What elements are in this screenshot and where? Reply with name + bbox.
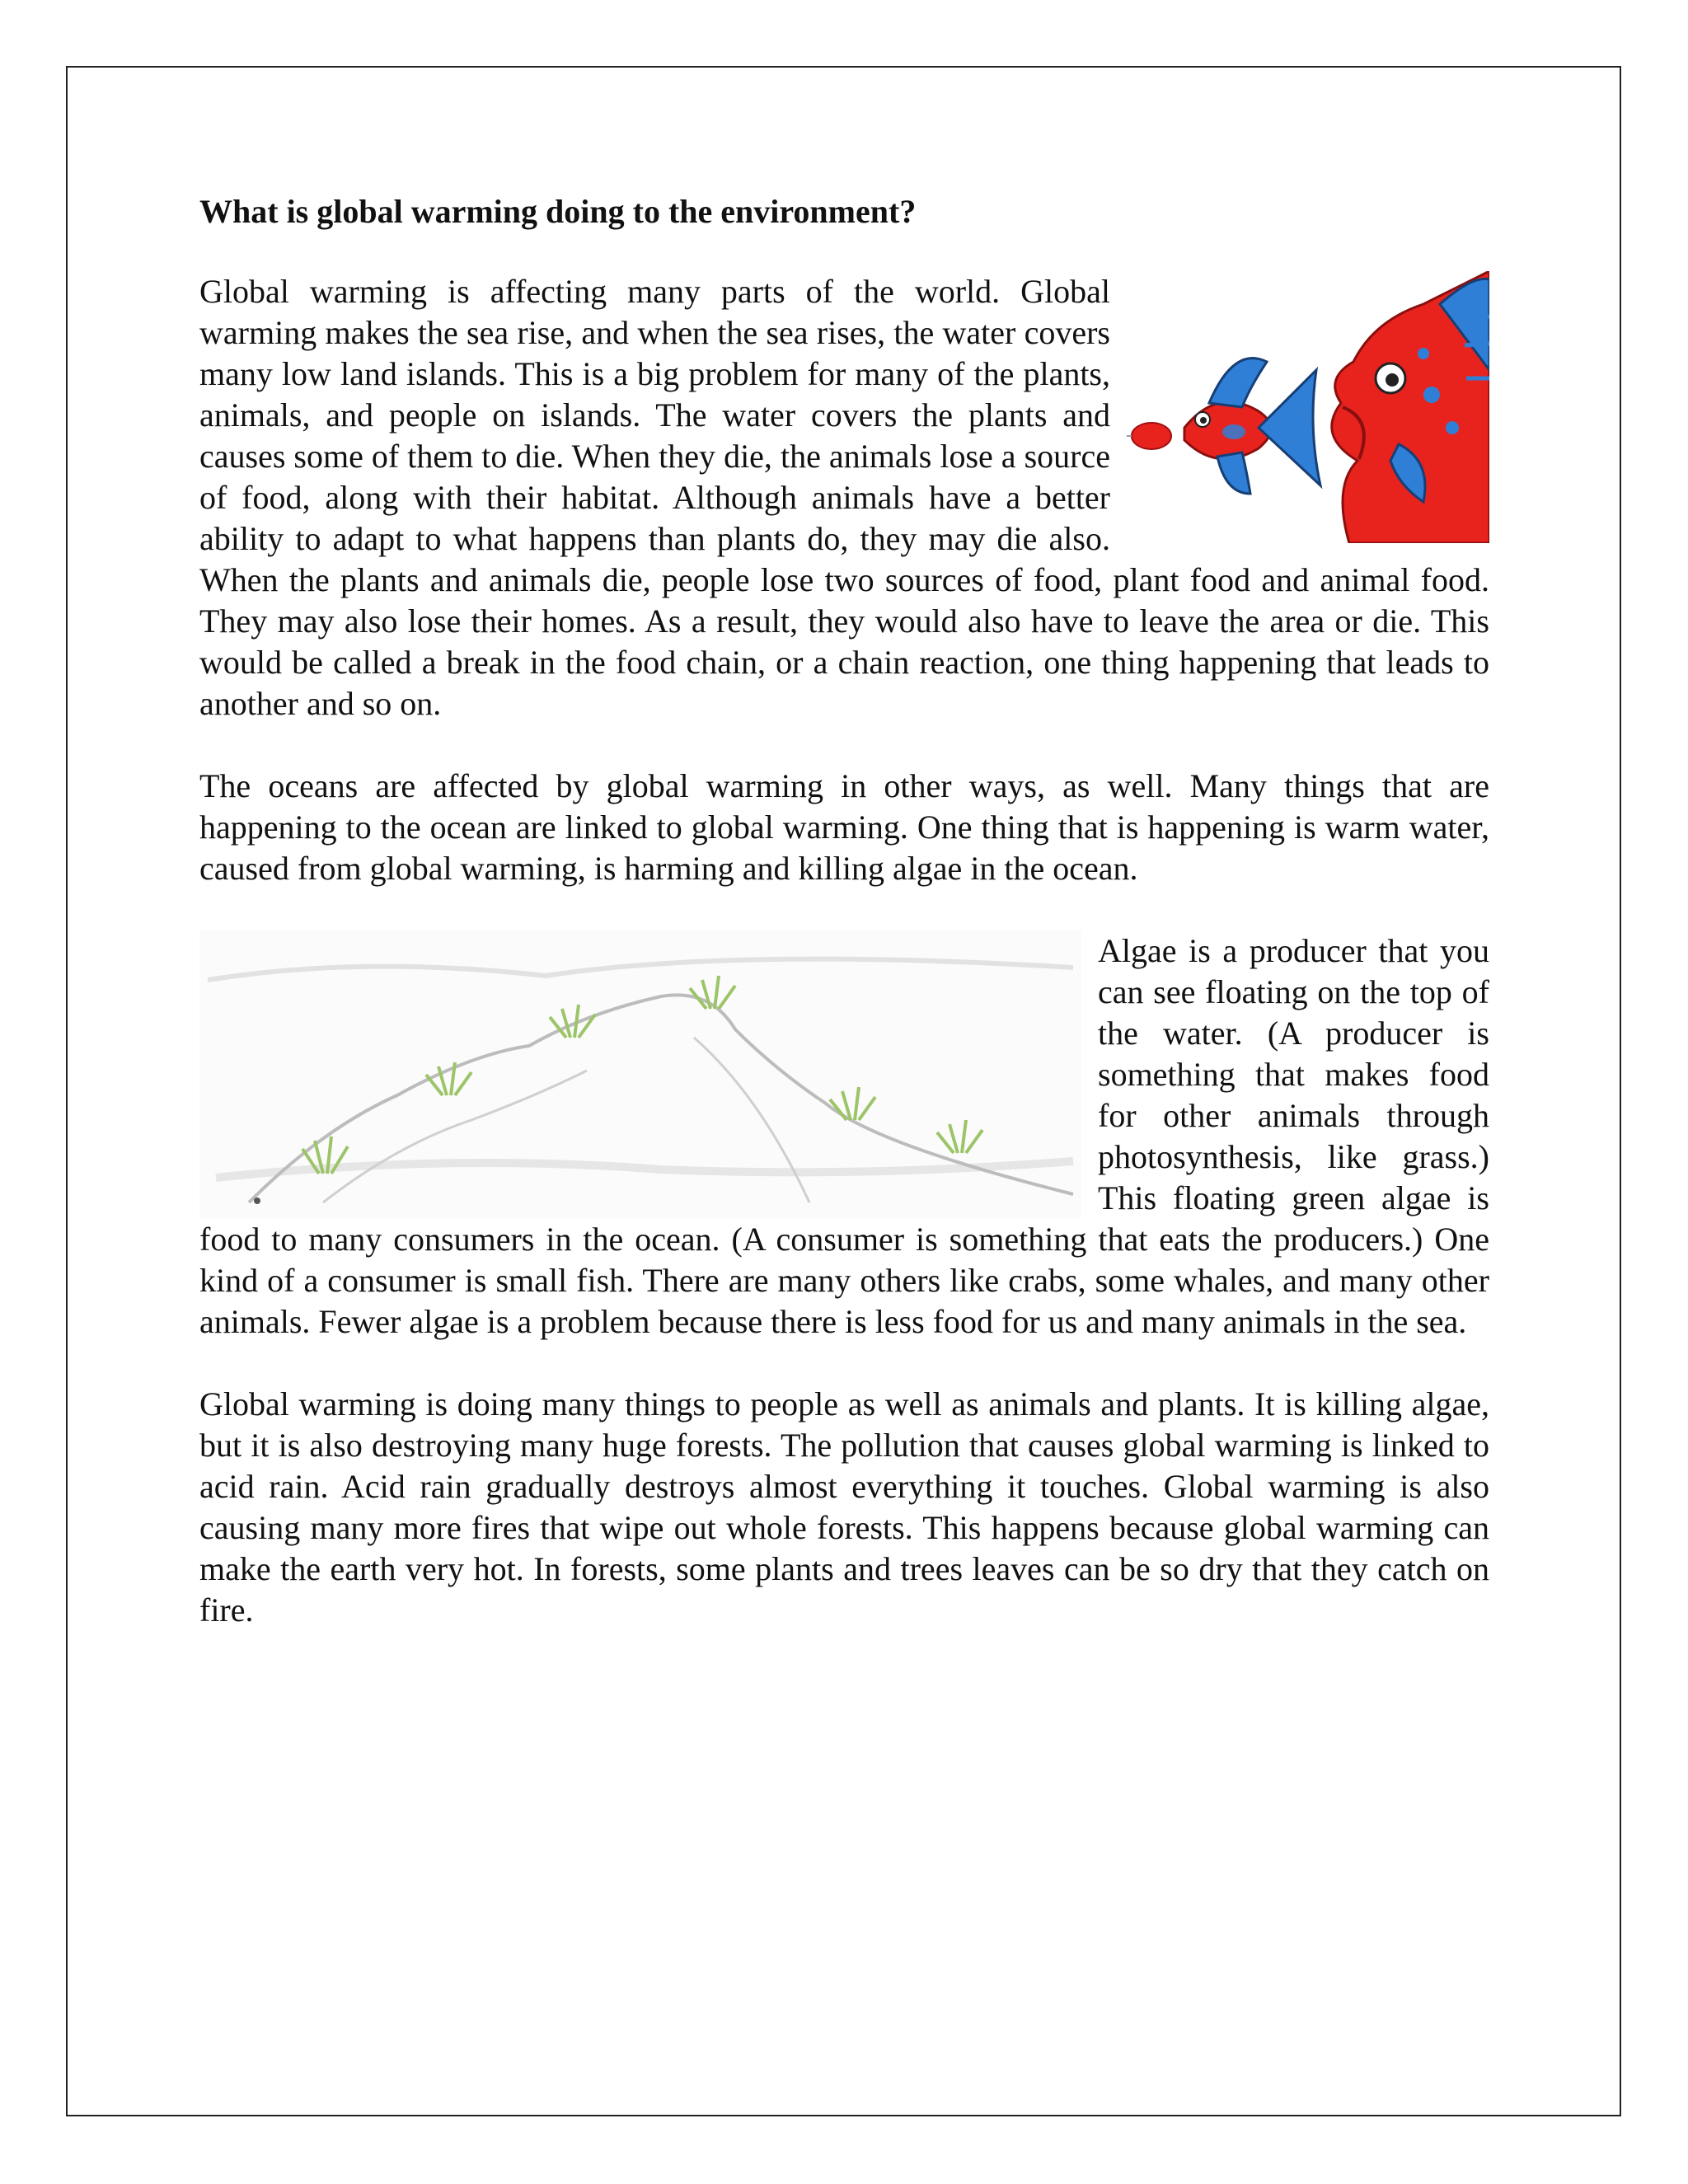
algae-icon: [199, 930, 1081, 1219]
paragraph-3: Algae is a producer that you can see floating on the top of the water. (A producer is something that makes food for other animals through photosynthesis, like grass.) This floating green algae is food to many consumers in the ocean. (A consumer is something that eats the producers.) One kind of a consumer is small fish. There are many others like crabs, some whales, and many other animals. Fewer algae is a problem because there is less food for us and many animals in the sea.: [199, 932, 1489, 1340]
paragraph-4: Global warming is doing many things to people as well as animals and plants. It is killing algae, but it is also destroying many huge forests. The pollution that causes global warming is linked to acid rain. Acid rain gradually destroys almost everything it touches. Global warming is also causing many more fires that wipe out whole forests. This happens because global warming can make the earth very hot. In forests, some plants and trees leaves can be so dry that they catch on fire.: [199, 1385, 1489, 1629]
fish-illustration: [1127, 271, 1489, 543]
fish-icon: [1127, 271, 1489, 543]
paragraph-1: Global warming is affecting many parts of the world. Global warming makes the sea rise, and when the sea rises, the water covers many low land islands. This is a big problem for many of the plants, animals, and people on islands. The water covers the plants and causes some of them to die. When they die, the animals lose a source of food, along with their habitat. Although animals have a better ability to adapt to what happens than plants do, they may die also. When the plants and animals die, people lose two sources of food, plant food and animal food. They may also lose their homes. As a result, they would also have to leave the area or die. This would be called a break in the food chain, or a chain reaction, one thing happening that leads to another and so on.: [199, 273, 1489, 722]
page-title: What is global warming doing to the environment?: [199, 193, 917, 230]
algae-illustration: [199, 930, 1081, 1219]
document-body: [199, 191, 1489, 1672]
paragraph-2: The oceans are affected by global warming in other ways, as well. Many things that are happening to the ocean are linked to global warming. One thing that is happening is warm water, caused from global warming, is harming and killing algae in the ocean.: [199, 767, 1489, 887]
